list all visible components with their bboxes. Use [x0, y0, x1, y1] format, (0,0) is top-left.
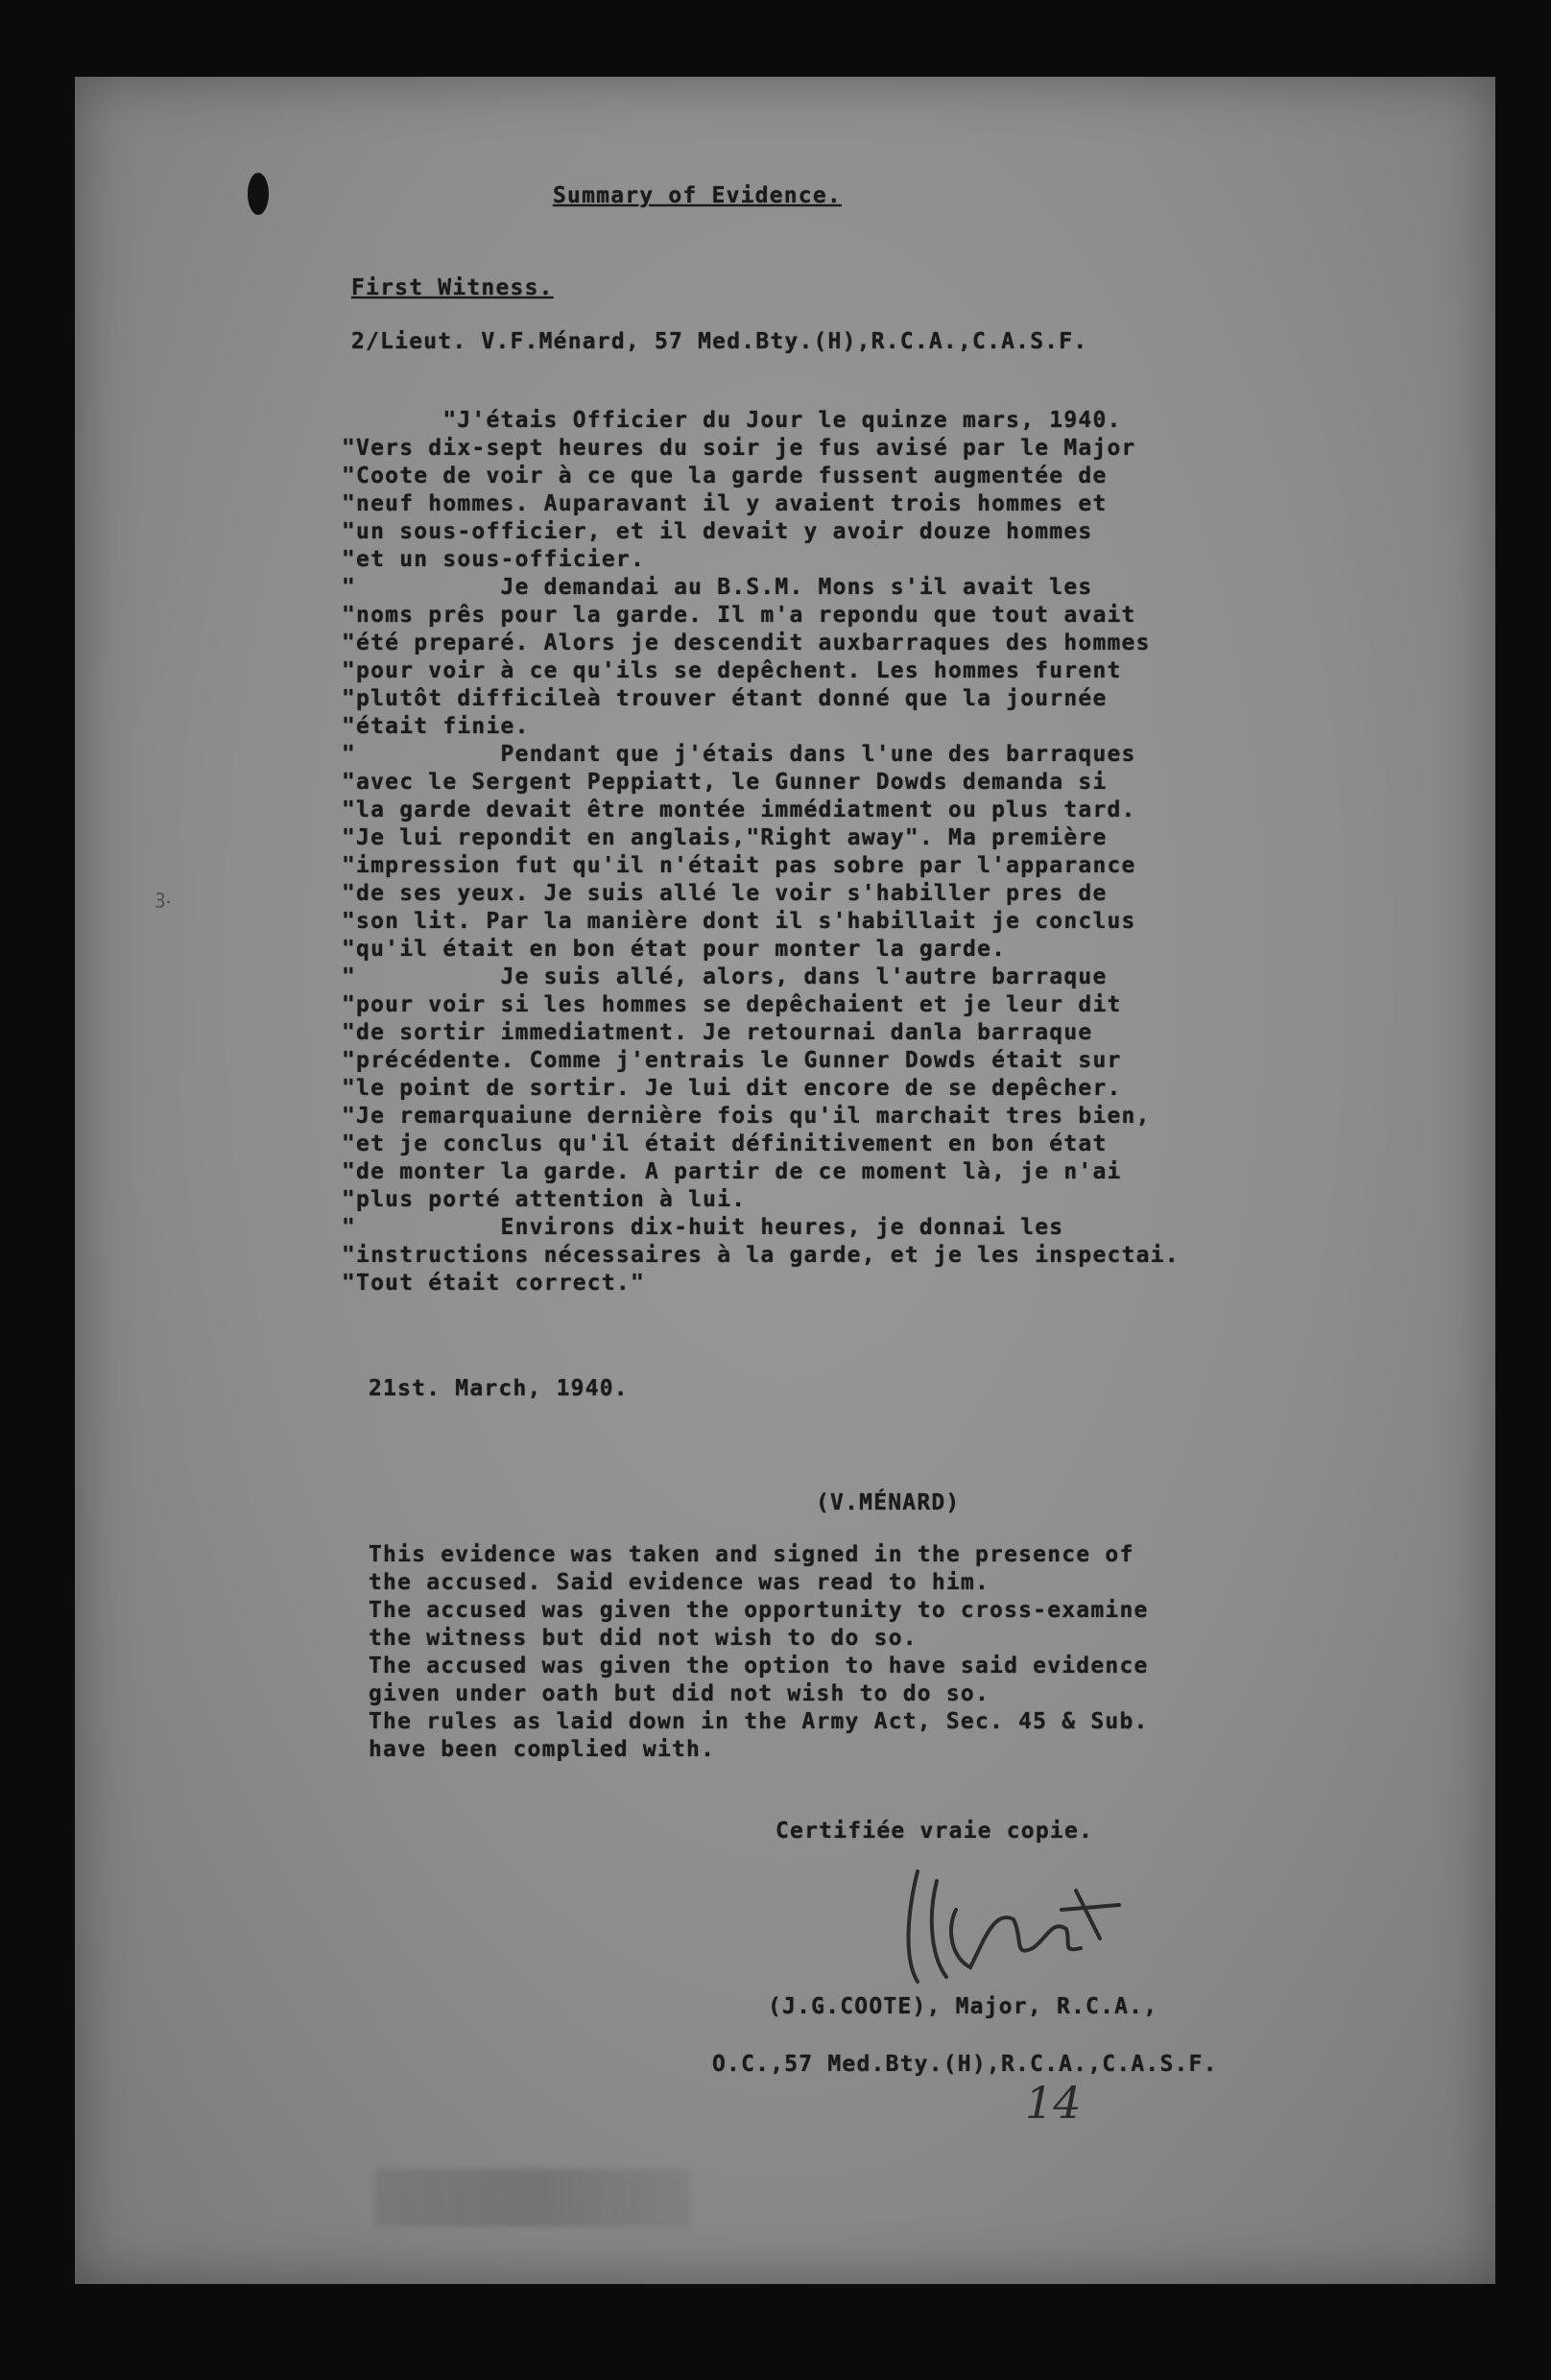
punch-hole — [248, 173, 269, 215]
officer-name: (J.G.COOTE), Major, R.C.A., — [768, 1994, 1158, 2019]
faded-stamp — [374, 2169, 691, 2226]
scan-border-bottom — [0, 2284, 1551, 2380]
handwritten-signature — [879, 1852, 1196, 1996]
certified-copy-note: Certifiée vraie copie. — [776, 1819, 1094, 1844]
statement-date: 21st. March, 1940. — [369, 1376, 629, 1401]
witness-heading: First Witness. — [351, 275, 554, 300]
document-title: Summary of Evidence. — [553, 183, 842, 208]
witness-signature-name: (V.MÉNARD) — [816, 1490, 961, 1515]
evidence-closing-paragraph: This evidence was taken and signed in the presence of the accused. Said evidence was read to him. The accused was given the opportunity to cross-examine the witness but did not wish to do so. The accused was given the option to have said evidence given under oath but did not wish to do so. The rules as laid down in the Army Act, Sec. 45 & Sub. have been complied with. — [369, 1542, 1149, 1762]
page-number: 14 — [1025, 2077, 1082, 2129]
officer-unit: O.C.,57 Med.Bty.(H),R.C.A.,C.A.S.F. — [712, 2052, 1218, 2077]
margin-mark: ꝫ. — [155, 885, 172, 908]
witness-statement: "J'étais Officier du Jour le quinze mars, 1940. "Vers dix-sept heures du soir je fus avisé par le Major "Coote de voir à ce que la garde fussent augmentée de "neuf hommes. Auparavant il y avaient trois hommes et "un sous-officier, et il devait y avoir douze hommes "et un sous-officier. " Je demandai au B.S.M. Mons s'il avait les "noms prês pour la garde. Il m'a repondu que tout avait "été preparé. Alors je descendit auxbarraques des hommes "pour voir à ce qu'ils se depêchent. Les hommes furent "plutôt difficileà trouver étant donné que la journée "était finie. " Pendant que j'étais dans l'une des barraques "avec le Sergent Peppiatt, le Gunner Dowds demanda si "la garde devait être montée immédiatment ou plus tard. "Je lui repondit en anglais,"Right away". Ma première "impression fut qu'il n'était pas sobre par l'apparance "de ses yeux. Je suis allé le voir s'habiller pres de "son lit. Par la manière dont il s'habillait je conclus "qu'il était en bon état pour monter la garde. " Je suis allé, alors, dans l'autre barraque "pour voir si les hommes se depêchaient et je leur dit "de sortir immediatment. Je retournai danla barraque "précédente. Comme j'entrais le Gunner Dowds était sur "le point de sortir. Je lui dit encore de se depêcher. "Je remarquaiune dernière fois qu'il marchait tres bien, "et je conclus qu'il était définitivement en bon état "de monter la garde. A partir de ce moment là, je n'ai "plus porté attention à lui. " Environs dix-huit heures, je donnai les "instructions nécessaires à la garde, et je les inspectai. "Tout était correct." — [342, 408, 1180, 1296]
witness-identification: 2/Lieut. V.F.Ménard, 57 Med.Bty.(H),R.C.A.,C.A.S.F. — [351, 329, 1088, 354]
